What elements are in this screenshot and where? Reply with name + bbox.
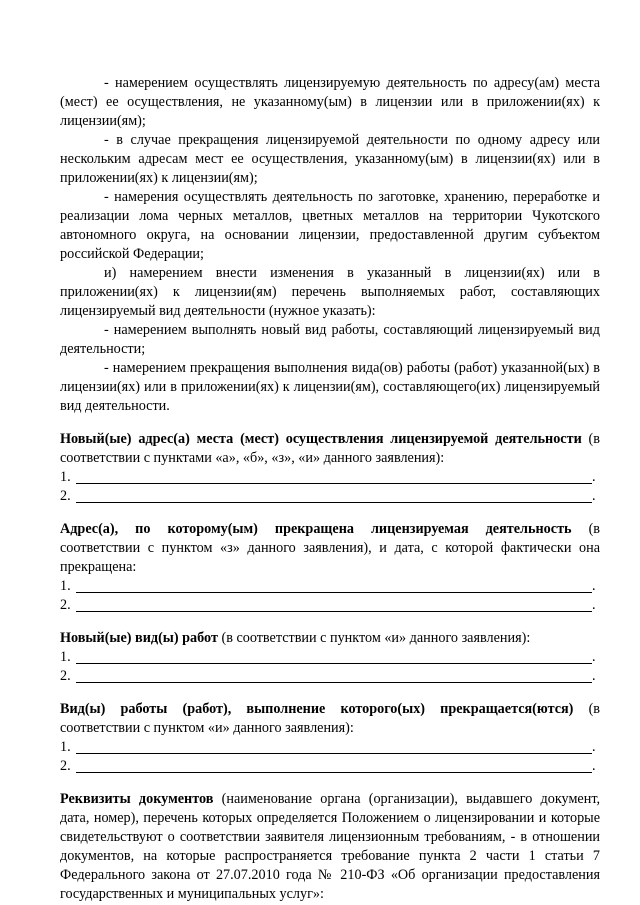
bullet-paragraph: и) намерением внести изменения в указанный в лицензии(ях) или в приложении(ях) к лицензии(ям) перечень выполняемых работ, составляющих лицензируемый вид деятельности (нужное указать):	[60, 265, 600, 319]
section-note: (в соответствии с пунктами «а», «б», «з», «и» данного заявления):	[60, 431, 600, 466]
section-title: Новый(ые) адрес(а) места (мест) осуществления лицензируемой деятельности	[60, 431, 582, 447]
fill-rule[interactable]	[76, 578, 592, 593]
requisites-title: Реквизиты документов	[60, 791, 214, 807]
section-note: (в соответствии с пунктом «и» данного заявления):	[217, 630, 531, 646]
line-number: 1.	[60, 649, 71, 665]
line-end: .	[592, 739, 596, 755]
line-number: 1.	[60, 578, 71, 594]
line-number: 2.	[60, 597, 71, 613]
line-number: 1.	[60, 739, 71, 755]
line-number: 2.	[60, 758, 71, 774]
line-number: 1.	[60, 469, 71, 485]
fill-rule[interactable]	[76, 649, 592, 664]
section-title: Вид(ы) работы (работ), выполнение которого(ых) прекращается(ются)	[60, 701, 574, 717]
fill-rule[interactable]	[76, 668, 592, 683]
fill-line[interactable]	[60, 596, 600, 615]
line-end: .	[592, 469, 596, 485]
line-end: .	[592, 578, 596, 594]
bullet-paragraph: - в случае прекращения лицензируемой деятельности по одному адресу или нескольким адресам мест ее осуществления, указанному(ым) в лицензии(ях) или в приложении(ях) к лицензии(ям);	[60, 132, 600, 186]
line-end: .	[592, 488, 596, 504]
section-new-addresses	[60, 430, 600, 506]
section-heading	[60, 629, 600, 648]
requisites-paragraph	[60, 790, 600, 904]
section-title: Адрес(а), по которому(ым) прекращена лицензируемая деятельность	[60, 521, 572, 537]
line-number: 2.	[60, 668, 71, 684]
fill-rule[interactable]	[76, 758, 592, 773]
fill-line[interactable]	[60, 577, 600, 596]
section-note: (в соответствии с пунктом «и» данного заявления):	[60, 701, 600, 736]
line-end: .	[592, 649, 596, 665]
fill-line[interactable]	[60, 738, 600, 757]
bullet-paragraph: - намерением прекращения выполнения вида(ов) работы (работ) указанной(ых) в лицензии(ях) или в приложении(ях) к лицензии(ям), составляющего(их) лицензируемый вид деятельности.	[60, 360, 600, 414]
bullet-paragraph: - намерения осуществлять деятельность по заготовке, хранению, переработке и реализации лома черных металлов, цветных металлов на территории Чукотского автономного округа, на основании лицензии, предоставленной другим субъектом российской Федерации;	[60, 189, 600, 262]
fill-rule[interactable]	[76, 597, 592, 612]
fill-line[interactable]	[60, 487, 600, 506]
fill-line[interactable]	[60, 667, 600, 686]
fill-line[interactable]	[60, 468, 600, 487]
fill-line[interactable]	[60, 648, 600, 667]
section-stopped-works	[60, 700, 600, 776]
section-title: Новый(ые) вид(ы) работ	[60, 630, 218, 646]
line-end: .	[592, 668, 596, 684]
fill-rule[interactable]	[76, 488, 592, 503]
requisites-text: (наименование органа (организации), выдавшего документ, дата, номер), перечень которых определяется Положением о лицензировании и которые свидетельствуют о соответствии заявителя лицензионным требованиям, - в отношении документов, на которые распространяется требование пункта 2 части 1 статьи 7 Федерального закона от 27.07.2010 года № 210-ФЗ «Об организации предоставления государственных и муниципальных услуг»:	[60, 791, 600, 902]
section-requisites	[60, 790, 600, 904]
fill-line[interactable]	[60, 757, 600, 776]
bullet-paragraph: - намерением выполнять новый вид работы, составляющий лицензируемый вид деятельности;	[60, 322, 600, 357]
section-new-works	[60, 629, 600, 686]
line-number: 2.	[60, 488, 71, 504]
line-end: .	[592, 758, 596, 774]
bullet-paragraph: - намерением осуществлять лицензируемую деятельность по адресу(ам) места (мест) ее осуществления, не указанному(ым) в лицензии или в приложении(ях) к лицензии(ям);	[60, 75, 600, 129]
section-heading	[60, 700, 600, 738]
fill-rule[interactable]	[76, 739, 592, 754]
section-note: (в соответствии с пунктом «з» данного заявления), и дата, с которой фактически она прекращена:	[60, 521, 600, 575]
document-page	[60, 74, 600, 904]
section-heading	[60, 430, 600, 468]
section-heading	[60, 520, 600, 577]
section-closed-addresses	[60, 520, 600, 615]
line-end: .	[592, 597, 596, 613]
fill-rule[interactable]	[76, 469, 592, 484]
